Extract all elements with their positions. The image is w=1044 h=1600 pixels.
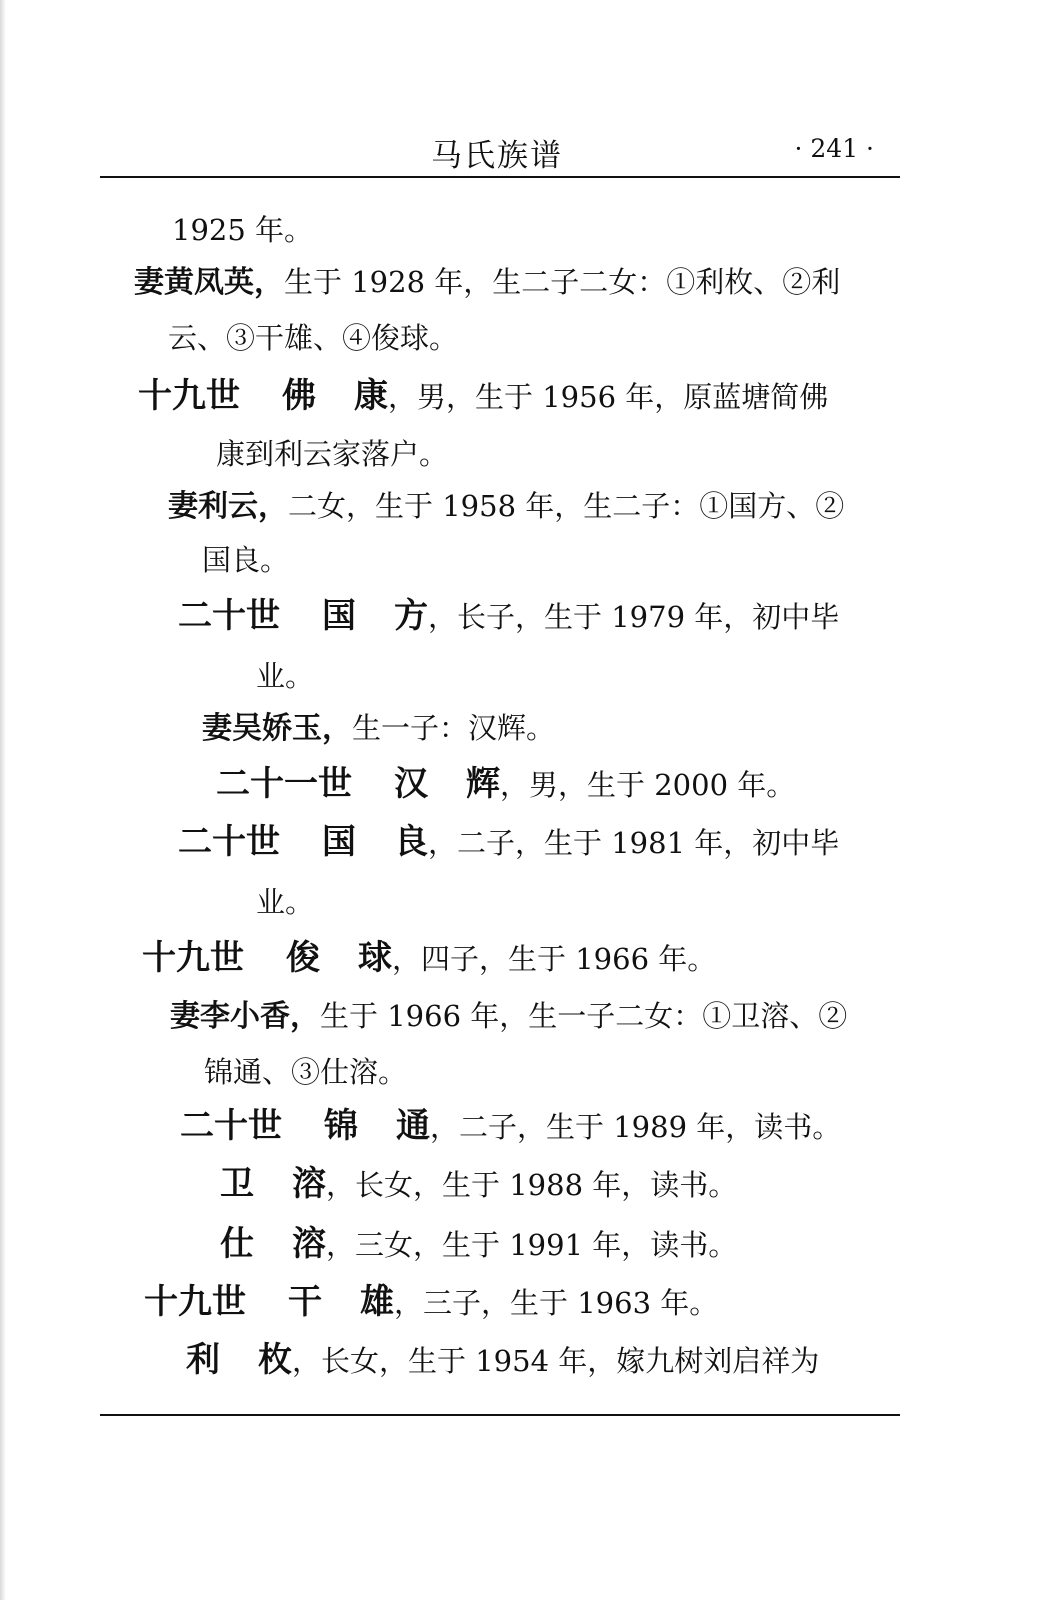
spouse-name: 妻黄凤英， bbox=[134, 265, 284, 300]
spouse-name: 妻李小香， bbox=[170, 999, 320, 1034]
entry-text: 二女，生于 1958 年，生二子：①国方、② bbox=[288, 489, 845, 523]
entry-text: 业。 bbox=[256, 885, 315, 919]
spouse-name: 妻吴娇玉， bbox=[202, 711, 352, 746]
entry-text: ，三子，生于 1963 年。 bbox=[394, 1286, 719, 1320]
entry-line bbox=[168, 320, 458, 356]
person-name-char: 球 bbox=[358, 938, 392, 978]
entry-text: 生一子：汉辉。 bbox=[352, 711, 556, 745]
book-title: 马氏族谱 bbox=[431, 138, 563, 174]
generation-label: 十九世 bbox=[144, 1282, 246, 1322]
person-entry bbox=[216, 766, 795, 803]
entry-text: 生于 1966 年，生一子二女：①卫溶、② bbox=[320, 999, 848, 1033]
entry-text: 国良。 bbox=[202, 543, 290, 577]
generation-label: 二十世 bbox=[178, 596, 280, 636]
entry-text: ，长女，生于 1954 年，嫁九树刘启祥为 bbox=[292, 1344, 820, 1378]
entry-line bbox=[256, 658, 314, 694]
person-entry bbox=[220, 1226, 737, 1263]
person-name-char: 通 bbox=[396, 1106, 430, 1146]
entry-text: 云、③干雄、④俊球。 bbox=[168, 321, 459, 355]
entry-text: ，三女，生于 1991 年，读书。 bbox=[326, 1228, 738, 1262]
person-name-char: 国 bbox=[322, 596, 356, 636]
person-name-char: 干 bbox=[288, 1282, 322, 1322]
person-name-char: 汉 bbox=[394, 764, 428, 804]
person-name-char: 辉 bbox=[466, 764, 500, 804]
person-entry bbox=[180, 1108, 841, 1145]
person-name-char: 锦 bbox=[324, 1106, 358, 1146]
person-entry bbox=[220, 1166, 737, 1203]
person-entry bbox=[178, 824, 839, 861]
entry-text: ，长子，生于 1979 年，初中毕 bbox=[428, 600, 840, 634]
person-name-char: 仕 bbox=[220, 1224, 254, 1264]
entry-text: 锦通、③仕溶。 bbox=[204, 1055, 408, 1089]
spouse-line bbox=[168, 488, 844, 525]
entry-text: ，男，生于 2000 年。 bbox=[500, 768, 796, 802]
spouse-line bbox=[202, 710, 555, 747]
person-entry bbox=[144, 1284, 718, 1321]
entry-text: 生于 1928 年，生二子二女：①利枚、②利 bbox=[284, 265, 841, 299]
generation-label: 十九世 bbox=[142, 938, 244, 978]
entry-line bbox=[204, 1054, 407, 1090]
person-name-char: 方 bbox=[394, 596, 428, 636]
generation-label: 十九世 bbox=[138, 376, 240, 416]
entry-text: 1925 年。 bbox=[172, 213, 314, 247]
person-entry bbox=[138, 378, 828, 415]
person-entry bbox=[142, 940, 716, 977]
person-name-char: 枚 bbox=[258, 1340, 292, 1380]
person-name-char: 溶 bbox=[292, 1224, 326, 1264]
person-name-char: 国 bbox=[322, 822, 356, 862]
spouse-line bbox=[170, 998, 847, 1035]
entry-text: ，四子，生于 1966 年。 bbox=[392, 942, 717, 976]
entry-line bbox=[202, 542, 289, 578]
person-name-char: 佛 bbox=[282, 376, 316, 416]
entry-line bbox=[216, 436, 448, 472]
person-entry bbox=[178, 598, 839, 635]
entry-text: 业。 bbox=[256, 659, 315, 693]
page-number: · 241 · bbox=[794, 134, 874, 163]
entry-text: ，长女，生于 1988 年，读书。 bbox=[326, 1168, 738, 1202]
page-header bbox=[100, 120, 900, 180]
person-name-char: 溶 bbox=[292, 1164, 326, 1204]
person-name-char: 俊 bbox=[286, 938, 320, 978]
entry-text: ，男，生于 1956 年，原蓝塘简佛 bbox=[388, 380, 829, 414]
entry-line bbox=[172, 212, 313, 248]
person-name-char: 良 bbox=[394, 822, 428, 862]
entry-text: 康到利云家落户。 bbox=[216, 437, 449, 471]
entry-text: ，二子，生于 1989 年，读书。 bbox=[430, 1110, 842, 1144]
entry-text: ，二子，生于 1981 年，初中毕 bbox=[428, 826, 840, 860]
footer-rule bbox=[100, 1414, 900, 1416]
entry-line bbox=[256, 884, 314, 920]
generation-label: 二十世 bbox=[180, 1106, 282, 1146]
spouse-line bbox=[134, 264, 840, 301]
page-edge-shadow bbox=[0, 0, 6, 1600]
generation-label: 二十世 bbox=[178, 822, 280, 862]
person-name-char: 卫 bbox=[220, 1164, 254, 1204]
person-entry bbox=[186, 1342, 819, 1379]
person-name-char: 康 bbox=[354, 376, 388, 416]
person-name-char: 利 bbox=[186, 1340, 220, 1380]
spouse-name: 妻利云， bbox=[168, 489, 288, 524]
header-rule bbox=[100, 176, 900, 178]
generation-label: 二十一世 bbox=[216, 764, 352, 804]
person-name-char: 雄 bbox=[360, 1282, 394, 1322]
